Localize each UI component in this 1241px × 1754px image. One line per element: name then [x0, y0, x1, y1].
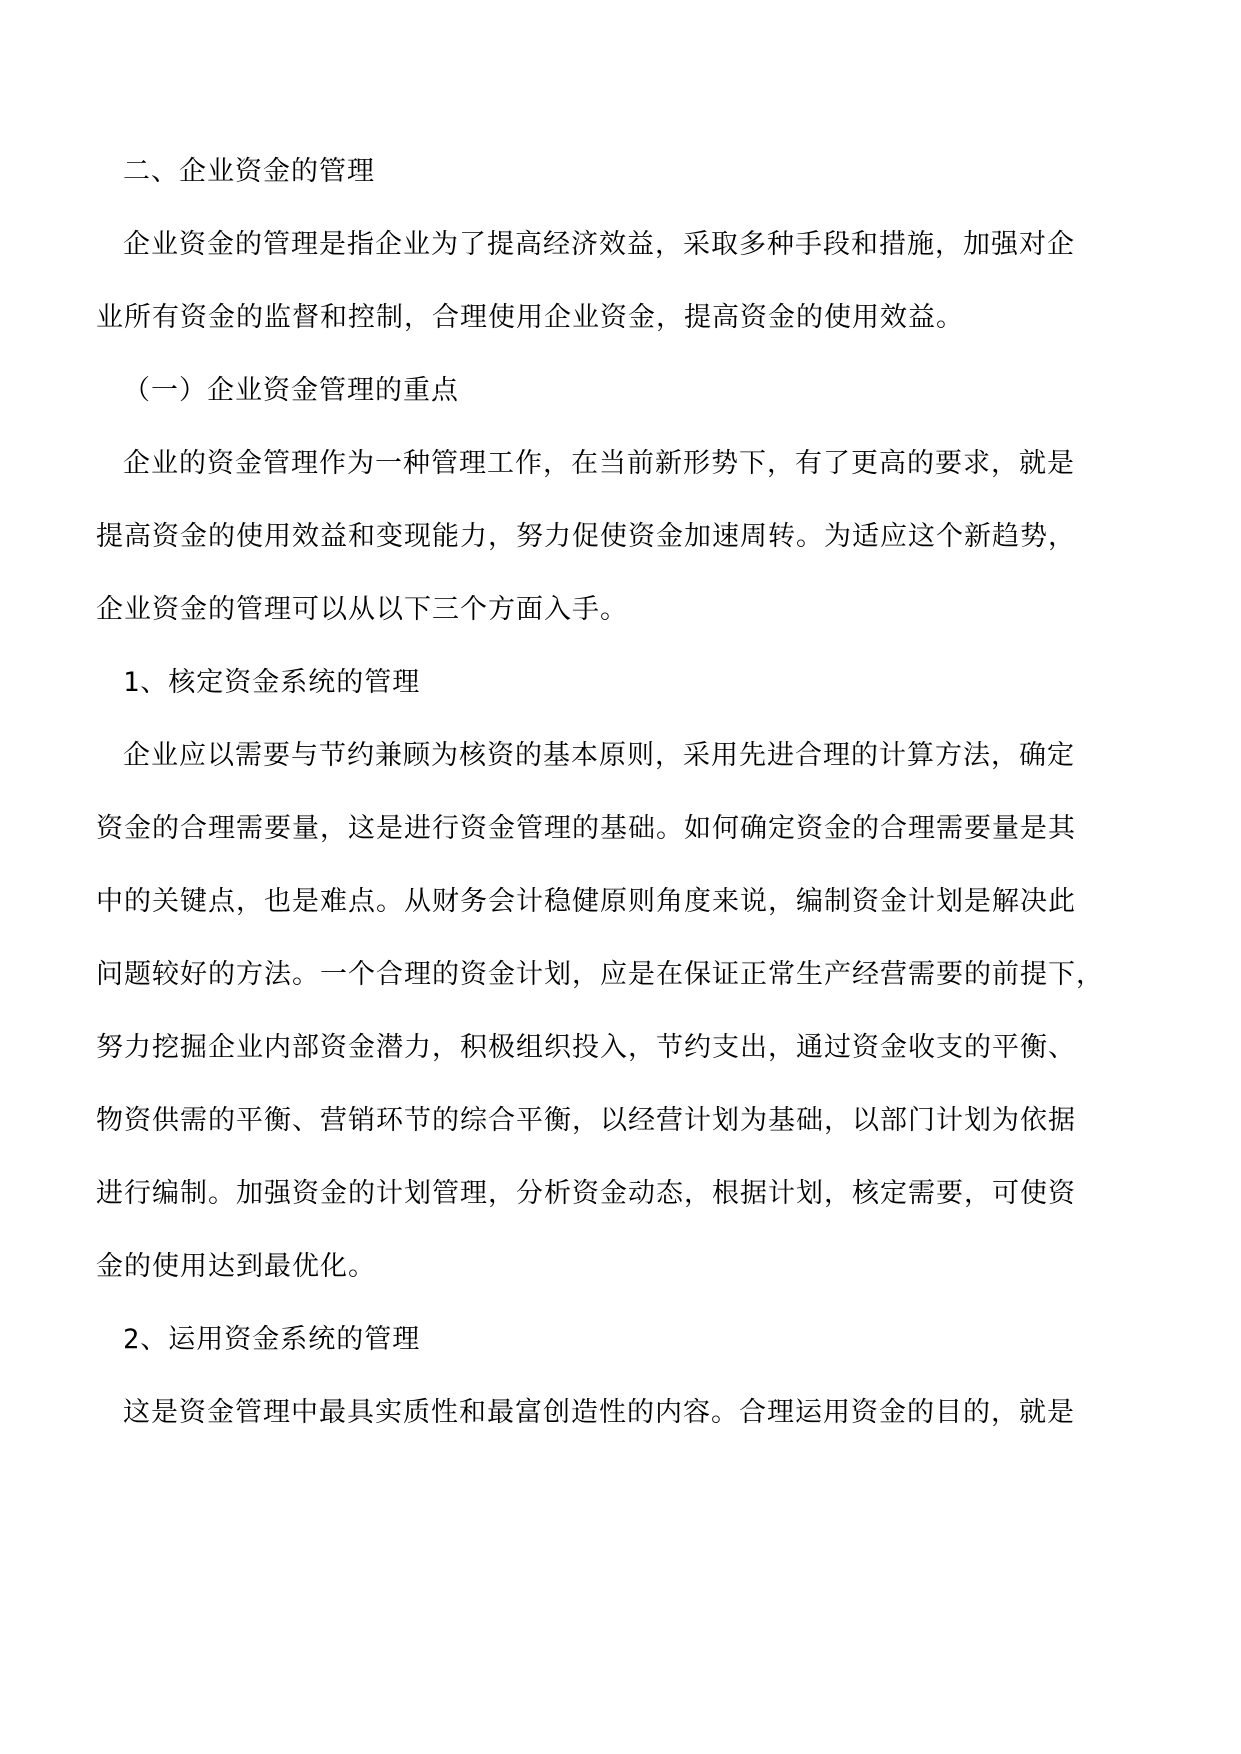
section-heading: 二、企业资金的管理	[123, 156, 375, 187]
paragraph-line: 金的使用达到最优化。	[96, 1251, 376, 1282]
paragraph-line: 企业的资金管理作为一种管理工作，在当前新形势下，有了更高的要求，就是	[123, 448, 1075, 479]
paragraph-line: 企业应以需要与节约兼顾为核资的基本原则，采用先进合理的计算方法，确定	[123, 740, 1075, 771]
subsection-heading: 2、运用资金系统的管理	[123, 1324, 421, 1355]
paragraph-line: 中的关键点，也是难点。从财务会计稳健原则角度来说，编制资金计划是解决此	[96, 886, 1076, 917]
paragraph-line: 这是资金管理中最具实质性和最富创造性的内容。合理运用资金的目的，就是	[123, 1397, 1075, 1428]
document-body	[96, 148, 1104, 1462]
paragraph-line: 业所有资金的监督和控制，合理使用企业资金，提高资金的使用效益。	[96, 302, 964, 333]
subsection-heading: （一）企业资金管理的重点	[123, 375, 459, 406]
paragraph-line: 物资供需的平衡、营销环节的综合平衡，以经营计划为基础，以部门计划为依据	[96, 1105, 1076, 1136]
subsection-heading: 1、核定资金系统的管理	[123, 667, 421, 698]
paragraph-line: 问题较好的方法。一个合理的资金计划，应是在保证正常生产经营需要的前提下，	[96, 959, 1104, 990]
paragraph-line: 企业资金的管理是指企业为了提高经济效益，采取多种手段和措施，加强对企	[123, 229, 1075, 260]
paragraph-line: 进行编制。加强资金的计划管理，分析资金动态，根据计划，核定需要，可使资	[96, 1178, 1076, 1209]
paragraph-line: 资金的合理需要量，这是进行资金管理的基础。如何确定资金的合理需要量是其	[96, 813, 1076, 844]
paragraph-line: 企业资金的管理可以从以下三个方面入手。	[96, 594, 628, 625]
paragraph-line: 努力挖掘企业内部资金潜力，积极组织投入，节约支出，通过资金收支的平衡、	[96, 1032, 1076, 1063]
paragraph-line: 提高资金的使用效益和变现能力，努力促使资金加速周转。为适应这个新趋势，	[96, 521, 1076, 552]
